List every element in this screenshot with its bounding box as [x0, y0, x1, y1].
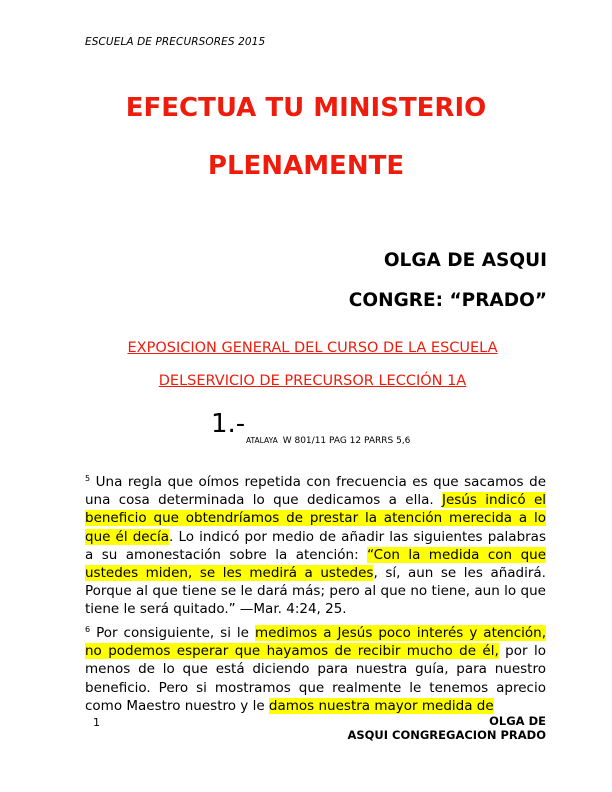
- paragraph-number: 6: [85, 625, 91, 634]
- page-number: 1: [93, 716, 100, 729]
- author-name: OLGA DE ASQUI: [383, 250, 547, 271]
- paragraph-5: [85, 470, 546, 619]
- paragraph-text: por lo menos de lo que está diciendo para nuestra guía, para nuestro beneficio. Pero si mostramos que realmente le tenemos aprecio como Maestro nuestro y le: [85, 643, 546, 714]
- highlighted-text: medimos a Jesús poco interés y atención, no podemos esperar que hayamos de recibir mucho de él,: [85, 625, 547, 660]
- subtitle-line-2: DELSERVICIO DE PRECURSOR LECCIÓN 1A: [158, 373, 467, 389]
- footer-author-line-2: ASQUI CONGREGACION PRADO: [347, 728, 546, 742]
- paragraph-6: [85, 621, 546, 715]
- paragraph-text: , sí, aun se les añadirá. Porque al que tiene se le dará más; pero al que no tiene, aun lo que tiene le será quitado.” —Mar. 4:24, 25.: [85, 565, 546, 618]
- paragraph-text: Una regla que oímos repetida con frecuencia es que sacamos de una cosa determinada lo que dedicamos a ella.: [85, 474, 546, 509]
- highlighted-text: “Con la medida con que ustedes miden, se les medirá a ustedes: [85, 546, 546, 582]
- document-title-line-2: PLENAMENTE: [207, 151, 405, 181]
- point-number: 1.-: [211, 409, 246, 439]
- page-header: ESCUELA DE PRECURSORES 2015: [85, 36, 266, 48]
- paragraph-text: Por consiguiente, si le: [90, 625, 255, 641]
- highlighted-text: damos nuestra mayor medida de: [268, 697, 494, 714]
- author-congregation: CONGRE: “PRADO”: [348, 290, 547, 311]
- subtitle-line-1: EXPOSICION GENERAL DEL CURSO DE LA ESCUELA: [127, 340, 498, 356]
- paragraph-number: 5: [85, 474, 91, 483]
- document-title-line-1: EFECTUA TU MINISTERIO: [125, 93, 487, 123]
- footer-author-line-1: OLGA DE: [489, 714, 546, 728]
- paragraph-text: . Lo indicó por medio de añadir las siguientes palabras a su amonestación sobre la atención:: [85, 528, 546, 563]
- source-reference: [246, 436, 410, 446]
- reference-detail: W 801/11 PAG 12 PARRS 5,6: [282, 436, 411, 446]
- reference-source: ATALAYA: [246, 436, 278, 445]
- footer-author: [347, 714, 546, 742]
- highlighted-text: Jesús indicó el beneficio que obtendríamos de prestar la atención merecida a lo que él decía: [85, 492, 547, 545]
